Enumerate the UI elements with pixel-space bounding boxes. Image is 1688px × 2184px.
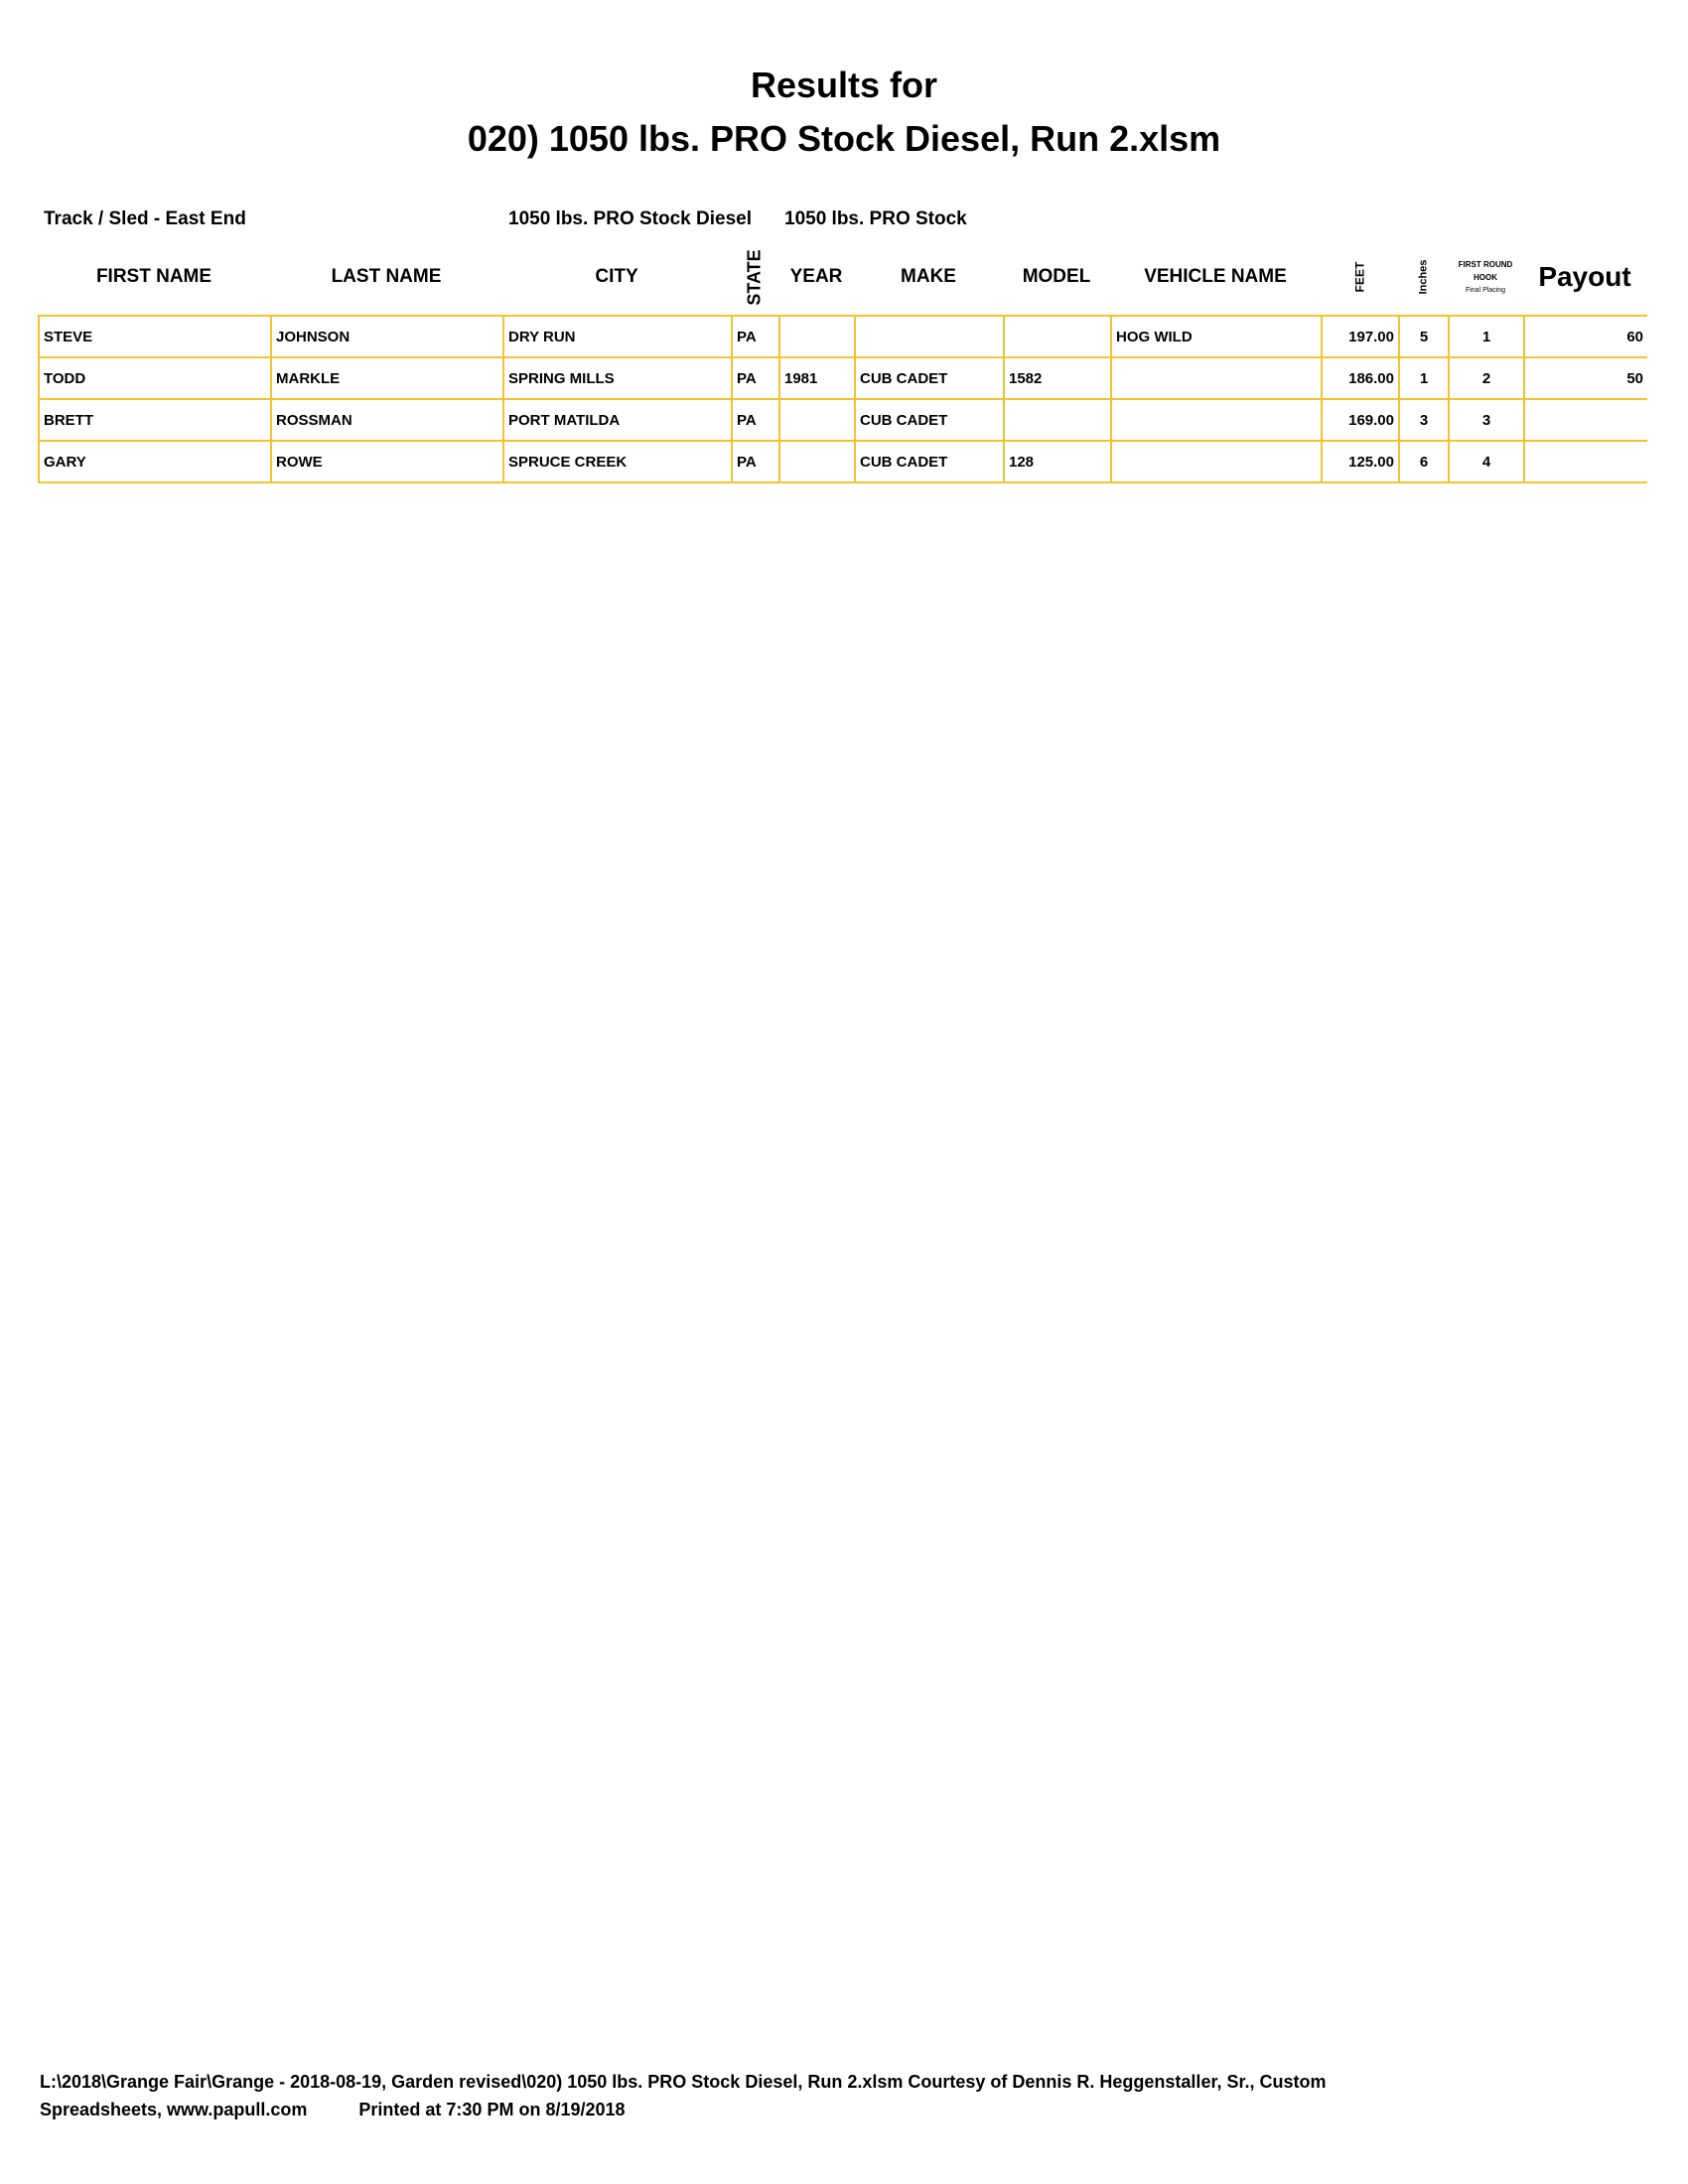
cell-last-name: JOHNSON xyxy=(271,316,503,357)
cell-placing: 4 xyxy=(1449,441,1524,482)
page-title-line-1: Results for xyxy=(750,65,938,105)
header-year: YEAR xyxy=(789,266,843,287)
cell-payout: 60 xyxy=(1524,316,1647,357)
footer-credit: Spreadsheets, www.papull.com xyxy=(40,2100,308,2119)
cell-last-name: ROWE xyxy=(271,441,503,482)
page-footer xyxy=(40,2068,1648,2123)
cell-year xyxy=(779,316,855,357)
header-state-label: STATE xyxy=(744,248,765,306)
cell-placing: 3 xyxy=(1449,399,1524,441)
cell-payout xyxy=(1524,441,1647,482)
table-row xyxy=(39,357,1647,399)
header-vehicle-name: VEHICLE NAME xyxy=(1144,266,1287,287)
header-hook xyxy=(1448,240,1523,314)
table-row xyxy=(39,399,1647,441)
header-payout: Payout xyxy=(1538,261,1631,292)
cell-feet: 186.00 xyxy=(1322,357,1399,399)
cell-first-name: BRETT xyxy=(39,399,271,441)
header-feet-label: FEET xyxy=(1351,261,1366,293)
cell-inches: 5 xyxy=(1399,316,1449,357)
cell-feet: 169.00 xyxy=(1322,399,1399,441)
header-inches-label: Inches xyxy=(1416,259,1429,295)
table-row xyxy=(39,316,1647,357)
cell-first-name: TODD xyxy=(39,357,271,399)
results-table xyxy=(38,315,1647,483)
cell-feet: 197.00 xyxy=(1322,316,1399,357)
cell-year: 1981 xyxy=(779,357,855,399)
footer-line-2 xyxy=(40,2096,1648,2123)
cell-make: CUB CADET xyxy=(855,441,1004,482)
header-city: CITY xyxy=(595,266,638,287)
footer-printed-at: Printed at 7:30 PM on 8/19/2018 xyxy=(358,2100,626,2119)
cell-payout: 50 xyxy=(1524,357,1647,399)
cell-model xyxy=(1004,399,1111,441)
cell-placing: 1 xyxy=(1449,316,1524,357)
cell-state: PA xyxy=(732,441,779,482)
cell-state: PA xyxy=(732,316,779,357)
cell-first-name: STEVE xyxy=(39,316,271,357)
cell-city: PORT MATILDA xyxy=(503,399,732,441)
cell-model: 128 xyxy=(1004,441,1111,482)
header-model: MODEL xyxy=(1022,266,1091,287)
page-title-line-2: 020) 1050 lbs. PRO Stock Diesel, Run 2.xlsm xyxy=(467,118,1221,159)
cell-city: DRY RUN xyxy=(503,316,732,357)
header-hook-line-3: Final Placing xyxy=(1465,286,1506,294)
header-hook-line-2: HOOK xyxy=(1474,272,1497,282)
cell-first-name: GARY xyxy=(39,441,271,482)
track-label: Track / Sled - East End xyxy=(44,208,246,229)
cell-make: CUB CADET xyxy=(855,357,1004,399)
cell-model: 1582 xyxy=(1004,357,1111,399)
cell-placing: 2 xyxy=(1449,357,1524,399)
cell-feet: 125.00 xyxy=(1322,441,1399,482)
cell-model xyxy=(1004,316,1111,357)
header-state xyxy=(731,240,778,314)
cell-year xyxy=(779,441,855,482)
cell-last-name: MARKLE xyxy=(271,357,503,399)
class-name-truncated: 1050 lbs. PRO Stock Diesel xyxy=(508,208,753,229)
table-row xyxy=(39,441,1647,482)
footer-line-1: L:\2018\Grange Fair\Grange - 2018-08-19, Garden revised\020) 1050 lbs. PRO Stock Diesel, Run 2.xlsm Courtesy of Dennis R. Heggenstaller, Sr., Custom xyxy=(40,2072,1327,2092)
header-inches xyxy=(1398,240,1448,314)
cell-make: CUB CADET xyxy=(855,399,1004,441)
cell-inches: 1 xyxy=(1399,357,1449,399)
cell-inches: 3 xyxy=(1399,399,1449,441)
cell-payout xyxy=(1524,399,1647,441)
cell-city: SPRING MILLS xyxy=(503,357,732,399)
cell-city: SPRUCE CREEK xyxy=(503,441,732,482)
cell-vehicle-name xyxy=(1111,399,1322,441)
cell-vehicle-name: HOG WILD xyxy=(1111,316,1322,357)
header-first-name: FIRST NAME xyxy=(95,266,212,287)
header-feet xyxy=(1321,240,1398,314)
header-make: MAKE xyxy=(901,266,956,287)
cell-year xyxy=(779,399,855,441)
cell-last-name: ROSSMAN xyxy=(271,399,503,441)
cell-vehicle-name xyxy=(1111,441,1322,482)
class-name: 1050 lbs. PRO Stock xyxy=(784,208,967,229)
cell-inches: 6 xyxy=(1399,441,1449,482)
cell-vehicle-name xyxy=(1111,357,1322,399)
header-hook-line-1: FIRST ROUND xyxy=(1458,259,1513,269)
cell-state: PA xyxy=(732,357,779,399)
header-last-name: LAST NAME xyxy=(331,266,442,287)
cell-make xyxy=(855,316,1004,357)
cell-state: PA xyxy=(732,399,779,441)
